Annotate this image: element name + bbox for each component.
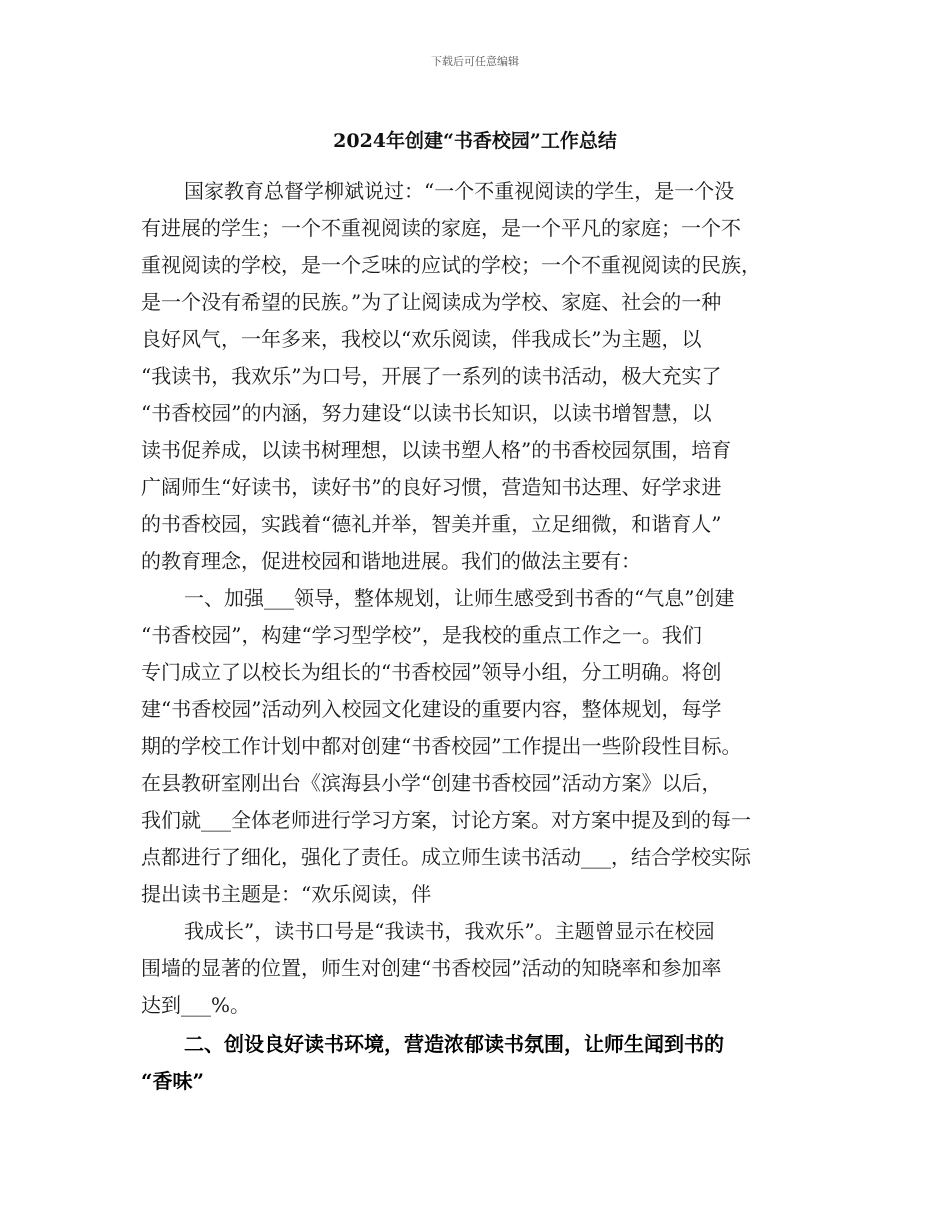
- body-line: 期的学校工作计划中都对创建“书香校园”工作提出一些阶段性目标。: [141, 734, 742, 758]
- section-two-heading: 二、创设良好读书环境，营造浓郁读书氛围，让师生闻到书的: [184, 1032, 724, 1056]
- body-line: “我读书，我欢乐”为口号，开展了一系列的读书活动，极大充实了: [141, 364, 722, 388]
- body-line: 围墙的显著的位置，师生对创建“书香校园”活动的知晓率和参加率: [141, 956, 722, 980]
- body-line: 读书促养成，以读书树理想，以读书塑人格”的书香校园氛围，培育: [141, 438, 732, 462]
- body-line: “书香校园”，构建“学习型学校”，是我校的重点工作之一。我们: [141, 623, 702, 647]
- body-line: 国家教育总督学柳斌说过：“一个不重视阅读的学生，是一个没: [184, 179, 735, 203]
- body-line: 的书香校园，实践着“德礼并举，智美并重，立足细微，和谐育人”: [141, 512, 722, 536]
- page-header-note: 下载后可任意编辑: [431, 55, 519, 68]
- section-two-heading-continued: “香味”: [141, 1069, 205, 1093]
- body-line: 达到___%。: [141, 993, 251, 1017]
- body-line: 是一个没有希望的民族。”为了让阅读成为学校、家庭、社会的一种: [141, 290, 722, 314]
- body-line: 我们就___全体老师进行学习方案，讨论方案。对方案中提及到的每一: [141, 808, 751, 832]
- body-line: “书香校园”的内涵，努力建设“以读书长知识，以读书增智慧，以: [141, 401, 712, 425]
- body-line: 建“书香校园”活动列入校园文化建设的重要内容，整体规划，每学: [141, 697, 722, 721]
- body-line: 专门成立了以校长为组长的“书香校园”领导小组，分工明确。将创: [141, 660, 722, 684]
- body-line: 我成长”，读书口号是“我读书，我欢乐”。主题曾显示在校园: [184, 919, 715, 943]
- body-line: 在县教研室刚出台《滨海县小学“创建书香校园”活动方案》以后，: [141, 771, 722, 795]
- body-line: 良好风气，一年多来，我校以“欢乐阅读，伴我成长”为主题，以: [141, 327, 702, 351]
- body-line: 有进展的学生；一个不重视阅读的家庭，是一个平凡的家庭；一个不: [141, 216, 741, 240]
- body-line: 点都进行了细化，强化了责任。成立师生读书活动___，结合学校实际: [141, 845, 751, 869]
- section-one-heading: 一、加强___领导，整体规划，让师生感受到书香的“气息”创建: [184, 586, 735, 610]
- body-line: 广阔师生“好读书，读好书”的良好习惯，营造知书达理、好学求进: [141, 475, 722, 499]
- body-line: 的教育理念，促进校园和谐地进展。我们的做法主要有：: [141, 549, 641, 573]
- body-line: 提出读书主题是：“欢乐阅读，伴: [141, 882, 432, 906]
- body-line: 重视阅读的学校，是一个乏味的应试的学校；一个不重视阅读的民族，: [141, 253, 761, 277]
- document-title: 2024年创建“书香校园”工作总结: [333, 130, 617, 152]
